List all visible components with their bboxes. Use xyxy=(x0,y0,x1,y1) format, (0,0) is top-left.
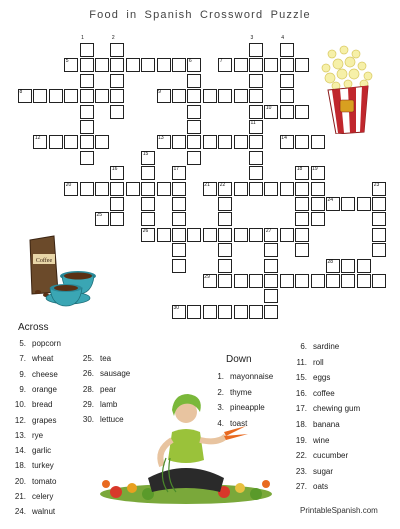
grid-cell[interactable] xyxy=(218,89,232,103)
clue-word: sardine xyxy=(313,342,340,351)
clue-number-label: 12. xyxy=(14,415,26,425)
grid-cell[interactable] xyxy=(234,182,248,196)
clue-number-label: 29. xyxy=(82,399,94,409)
clue-word: sugar xyxy=(313,466,334,476)
across-clue xyxy=(8,339,61,348)
grid-cell[interactable] xyxy=(110,43,124,57)
grid-cell[interactable] xyxy=(249,274,263,288)
across-clue xyxy=(8,431,43,440)
coffee-label: Coffee xyxy=(35,258,53,264)
clue-number-label: 4. xyxy=(217,418,224,428)
clue-number: 12 xyxy=(34,135,41,142)
clue-number: 21 xyxy=(204,181,210,188)
across-clue xyxy=(8,400,52,409)
clue-word: banana xyxy=(313,420,340,429)
clue-number: 27 xyxy=(265,227,272,234)
clue-number-label: 10. xyxy=(14,400,26,410)
clue-number: 25 xyxy=(96,212,103,219)
clue-word: garlic xyxy=(32,446,52,456)
grid-cell[interactable] xyxy=(311,274,325,288)
grid-cell[interactable] xyxy=(264,182,278,196)
across-heading: Across xyxy=(18,322,49,333)
grid-cell[interactable] xyxy=(157,182,171,196)
clue-number: 23 xyxy=(373,181,380,188)
clue-number-label: 26. xyxy=(82,369,94,379)
clue-number-label: 27. xyxy=(295,482,307,492)
grid-cell[interactable] xyxy=(80,105,94,119)
clue-number: 19 xyxy=(312,166,318,173)
clue-number: 8 xyxy=(19,89,23,96)
grid-cell[interactable] xyxy=(172,259,186,273)
clue-number-label: 11. xyxy=(296,357,307,367)
grid-cell[interactable] xyxy=(249,58,263,72)
clue-number-label: 21. xyxy=(14,492,26,501)
clue-number: 16 xyxy=(111,166,118,173)
grid-cell[interactable] xyxy=(141,182,155,196)
grid-cell[interactable] xyxy=(187,120,201,134)
grid-cell[interactable] xyxy=(172,243,186,257)
grid-cell[interactable] xyxy=(110,74,124,88)
grid-cell[interactable] xyxy=(357,197,371,211)
grid-cell[interactable] xyxy=(172,212,186,226)
grid-cell[interactable] xyxy=(187,89,201,103)
grid-cell[interactable] xyxy=(218,274,232,288)
clue-word: toast xyxy=(230,418,248,428)
grid-cell[interactable] xyxy=(218,197,232,211)
grid-cell[interactable] xyxy=(357,274,371,288)
grid-cell[interactable] xyxy=(341,259,355,273)
grid-cell[interactable] xyxy=(203,135,217,149)
grid-cell[interactable] xyxy=(95,135,109,149)
clue-word: tea xyxy=(100,354,112,363)
grid-cell[interactable] xyxy=(187,74,201,88)
grid-cell[interactable] xyxy=(234,58,248,72)
clue-number: 17 xyxy=(173,166,180,173)
clue-number: 3 xyxy=(250,35,254,41)
down-clue xyxy=(289,389,335,398)
grid-cell[interactable] xyxy=(110,58,124,72)
grid-cell[interactable] xyxy=(187,105,201,119)
down-clue xyxy=(289,342,339,351)
coffee-icon xyxy=(24,232,104,308)
grid-cell[interactable] xyxy=(218,305,232,319)
grid-cell[interactable] xyxy=(264,259,278,273)
grid-cell[interactable] xyxy=(249,151,263,165)
grid-cell[interactable] xyxy=(295,58,309,72)
grid-cell[interactable] xyxy=(157,228,171,242)
clue-number: 14 xyxy=(281,135,287,142)
grid-cell[interactable] xyxy=(264,274,278,288)
across-clue xyxy=(8,492,53,501)
popcorn-icon xyxy=(316,44,378,134)
grid-cell[interactable] xyxy=(372,212,386,226)
grid-cell[interactable] xyxy=(95,182,109,196)
clue-number: 1 xyxy=(81,35,84,41)
clue-number: 10 xyxy=(265,104,272,111)
clue-word: turkey xyxy=(32,461,54,471)
clue-number-label: 23. xyxy=(295,466,307,476)
grid-cell[interactable] xyxy=(341,197,355,211)
grid-cell[interactable] xyxy=(249,105,263,119)
clue-word: coffee xyxy=(313,388,335,398)
clue-number: 2 xyxy=(111,35,115,41)
clue-number-label: 17. xyxy=(295,404,307,414)
footer-credit: PrintableSpanish.com xyxy=(300,506,378,515)
grid-cell[interactable] xyxy=(172,197,186,211)
grid-cell[interactable] xyxy=(49,89,63,103)
clue-number-label: 14. xyxy=(14,446,26,456)
down-clue xyxy=(206,372,273,381)
clue-number-label: 9. xyxy=(19,384,26,394)
grid-cell[interactable] xyxy=(280,105,294,119)
clue-word: cucumber xyxy=(313,451,349,461)
grid-cell[interactable] xyxy=(80,120,94,134)
grid-cell[interactable] xyxy=(249,166,263,180)
grid-cell[interactable] xyxy=(249,89,263,103)
grid-cell[interactable] xyxy=(110,89,124,103)
grid-cell[interactable] xyxy=(218,259,232,273)
clue-word: bread xyxy=(32,400,53,410)
down-clue xyxy=(289,467,333,476)
clue-number: 7 xyxy=(219,58,223,65)
clue-word: eggs xyxy=(313,373,331,383)
clue-number-label: 18. xyxy=(295,420,307,429)
clue-word: popcorn xyxy=(32,339,61,348)
grid-cell[interactable] xyxy=(372,243,386,257)
grid-cell[interactable] xyxy=(172,228,186,242)
grid-cell[interactable] xyxy=(172,89,186,103)
clue-word: thyme xyxy=(230,387,252,397)
grid-cell[interactable] xyxy=(203,305,217,319)
clue-number-label: 19. xyxy=(295,435,307,445)
clue-number-label: 3. xyxy=(217,403,224,413)
clue-number: 9 xyxy=(158,89,161,96)
grid-cell[interactable] xyxy=(280,182,294,196)
across-clue xyxy=(8,370,58,379)
grid-cell[interactable] xyxy=(234,305,248,319)
clue-number-label: 30. xyxy=(82,415,94,425)
grid-cell[interactable] xyxy=(357,259,371,273)
grid-cell[interactable] xyxy=(172,58,186,72)
across-clue xyxy=(8,507,55,516)
grid-cell[interactable] xyxy=(372,228,386,242)
clue-word: wine xyxy=(313,435,330,445)
across-clue xyxy=(8,461,54,470)
grid-cell[interactable] xyxy=(95,58,109,72)
clue-number: 15 xyxy=(142,150,149,157)
down-clue xyxy=(289,451,348,460)
grid-cell[interactable] xyxy=(64,135,78,149)
grid-cell[interactable] xyxy=(311,182,325,196)
clue-number: 24 xyxy=(327,197,334,203)
clue-word: pear xyxy=(100,384,117,394)
clue-number-label: 6. xyxy=(300,342,307,351)
clue-number: 20 xyxy=(65,181,72,188)
grid-cell[interactable] xyxy=(311,212,325,226)
grid-cell[interactable] xyxy=(264,289,278,303)
grid-cell[interactable] xyxy=(249,228,263,242)
clue-number-label: 7. xyxy=(19,354,26,364)
grid-cell[interactable] xyxy=(172,182,186,196)
grid-cell[interactable] xyxy=(218,228,232,242)
grid-cell[interactable] xyxy=(280,228,294,242)
grid-cell[interactable] xyxy=(80,135,94,149)
across-clue xyxy=(8,354,53,363)
across-clue xyxy=(8,385,57,394)
clue-number: 6 xyxy=(188,58,192,65)
grid-cell[interactable] xyxy=(141,212,155,226)
grid-cell[interactable] xyxy=(141,166,155,180)
clue-word: chewing gum xyxy=(313,404,361,414)
grid-cell[interactable] xyxy=(172,135,186,149)
grid-cell[interactable] xyxy=(80,182,94,196)
grid-cell[interactable] xyxy=(234,228,248,242)
clue-word: pineapple xyxy=(230,403,265,413)
grid-cell[interactable] xyxy=(187,305,201,319)
grid-cell[interactable] xyxy=(249,74,263,88)
grid-cell[interactable] xyxy=(295,228,309,242)
page-title: Food in Spanish Crossword Puzzle xyxy=(89,9,311,21)
clue-number-label: 13. xyxy=(14,430,26,440)
clue-word: cheese xyxy=(32,369,58,379)
clue-word: walnut xyxy=(32,507,56,517)
grid-cell[interactable] xyxy=(234,89,248,103)
grid-cell[interactable] xyxy=(295,135,309,149)
grid-cell[interactable] xyxy=(372,197,386,211)
clue-number: 18 xyxy=(296,166,303,173)
down-heading: Down xyxy=(226,354,252,365)
down-clue xyxy=(289,420,340,429)
grid-cell[interactable] xyxy=(110,212,124,226)
clue-number: 28 xyxy=(327,258,334,265)
grid-cell[interactable] xyxy=(280,74,294,88)
grid-cell[interactable] xyxy=(80,151,94,165)
clue-number: 22 xyxy=(219,181,226,188)
grid-cell[interactable] xyxy=(264,305,278,319)
grid-cell[interactable] xyxy=(280,58,294,72)
grid-cell[interactable] xyxy=(203,228,217,242)
grid-cell[interactable] xyxy=(110,182,124,196)
down-clue xyxy=(289,404,360,413)
down-clue xyxy=(289,482,328,491)
grid-cell[interactable] xyxy=(280,274,294,288)
clue-word: sausage xyxy=(100,369,131,379)
grid-cell[interactable] xyxy=(110,105,124,119)
clue-number-label: 20. xyxy=(14,476,26,486)
woman-vegetables-illustration xyxy=(96,388,276,506)
clue-number: 5 xyxy=(65,58,69,65)
grid-cell[interactable] xyxy=(218,212,232,226)
across-clue xyxy=(8,416,56,425)
down-clue xyxy=(289,436,329,445)
clue-number-label: 22. xyxy=(295,451,307,461)
across-clue xyxy=(76,369,130,378)
clue-word: mayonnaise xyxy=(230,372,274,381)
grid-cell[interactable] xyxy=(295,274,309,288)
clue-number-label: 18. xyxy=(14,461,26,471)
clue-number-label: 1. xyxy=(217,372,224,381)
clue-number-label: 15. xyxy=(295,373,307,383)
grid-cell[interactable] xyxy=(80,74,94,88)
clue-number-label: 16. xyxy=(295,388,307,398)
grid-cell[interactable] xyxy=(264,243,278,257)
grid-cell[interactable] xyxy=(234,135,248,149)
grid-cell[interactable] xyxy=(295,212,309,226)
grid-cell[interactable] xyxy=(234,274,248,288)
grid-cell[interactable] xyxy=(249,182,263,196)
clue-number-label: 24. xyxy=(14,507,26,517)
grid-cell[interactable] xyxy=(95,89,109,103)
clue-word: celery xyxy=(32,492,54,501)
grid-cell[interactable] xyxy=(280,89,294,103)
grid-cell[interactable] xyxy=(295,197,309,211)
grid-cell[interactable] xyxy=(295,182,309,196)
grid-cell[interactable] xyxy=(126,58,140,72)
clue-word: orange xyxy=(32,384,57,394)
grid-cell[interactable] xyxy=(49,135,63,149)
clue-word: lettuce xyxy=(100,415,124,425)
clue-number-label: 5. xyxy=(19,339,26,348)
grid-cell[interactable] xyxy=(326,274,340,288)
grid-cell[interactable] xyxy=(249,305,263,319)
grid-cell[interactable] xyxy=(187,151,201,165)
clue-word: grapes xyxy=(32,415,57,425)
clue-number: 4 xyxy=(281,35,285,41)
clue-number: 29 xyxy=(204,274,210,280)
clue-word: oats xyxy=(313,482,329,492)
clue-number: 11 xyxy=(250,120,256,126)
grid-cell[interactable] xyxy=(280,43,294,57)
grid-cell[interactable] xyxy=(33,89,47,103)
down-clue xyxy=(289,358,324,367)
grid-cell[interactable] xyxy=(372,274,386,288)
grid-cell[interactable] xyxy=(141,197,155,211)
grid-cell[interactable] xyxy=(249,43,263,57)
grid-cell[interactable] xyxy=(80,43,94,57)
clue-number: 26 xyxy=(142,227,149,234)
grid-cell[interactable] xyxy=(249,135,263,149)
across-clue xyxy=(8,477,56,486)
grid-cell[interactable] xyxy=(264,58,278,72)
down-clue xyxy=(289,373,330,382)
across-clue xyxy=(76,354,111,363)
clue-word: tomato xyxy=(32,476,57,486)
grid-cell[interactable] xyxy=(295,105,309,119)
grid-cell[interactable] xyxy=(295,243,309,257)
clue-word: roll xyxy=(313,357,324,367)
clue-number: 30 xyxy=(173,304,180,311)
grid-cell[interactable] xyxy=(203,89,217,103)
grid-cell[interactable] xyxy=(157,58,171,72)
grid-cell[interactable] xyxy=(341,274,355,288)
grid-cell[interactable] xyxy=(187,135,201,149)
grid-cell[interactable] xyxy=(110,197,124,211)
grid-cell[interactable] xyxy=(311,135,325,149)
clue-word: rye xyxy=(32,430,44,440)
clue-number-label: 9. xyxy=(19,369,26,379)
grid-cell[interactable] xyxy=(187,228,201,242)
clue-word: wheat xyxy=(32,354,54,364)
clue-number-label: 25. xyxy=(82,354,94,363)
grid-cell[interactable] xyxy=(64,89,78,103)
grid-cell[interactable] xyxy=(126,182,140,196)
clue-word: lamb xyxy=(100,399,118,409)
across-clue xyxy=(8,446,51,455)
grid-cell[interactable] xyxy=(80,89,94,103)
clue-number-label: 2. xyxy=(217,387,224,397)
grid-cell[interactable] xyxy=(218,135,232,149)
clue-number-label: 28. xyxy=(82,384,94,394)
grid-cell[interactable] xyxy=(141,58,155,72)
clue-number: 13 xyxy=(158,135,164,142)
grid-cell[interactable] xyxy=(80,58,94,72)
grid-cell[interactable] xyxy=(218,243,232,257)
grid-cell[interactable] xyxy=(311,197,325,211)
